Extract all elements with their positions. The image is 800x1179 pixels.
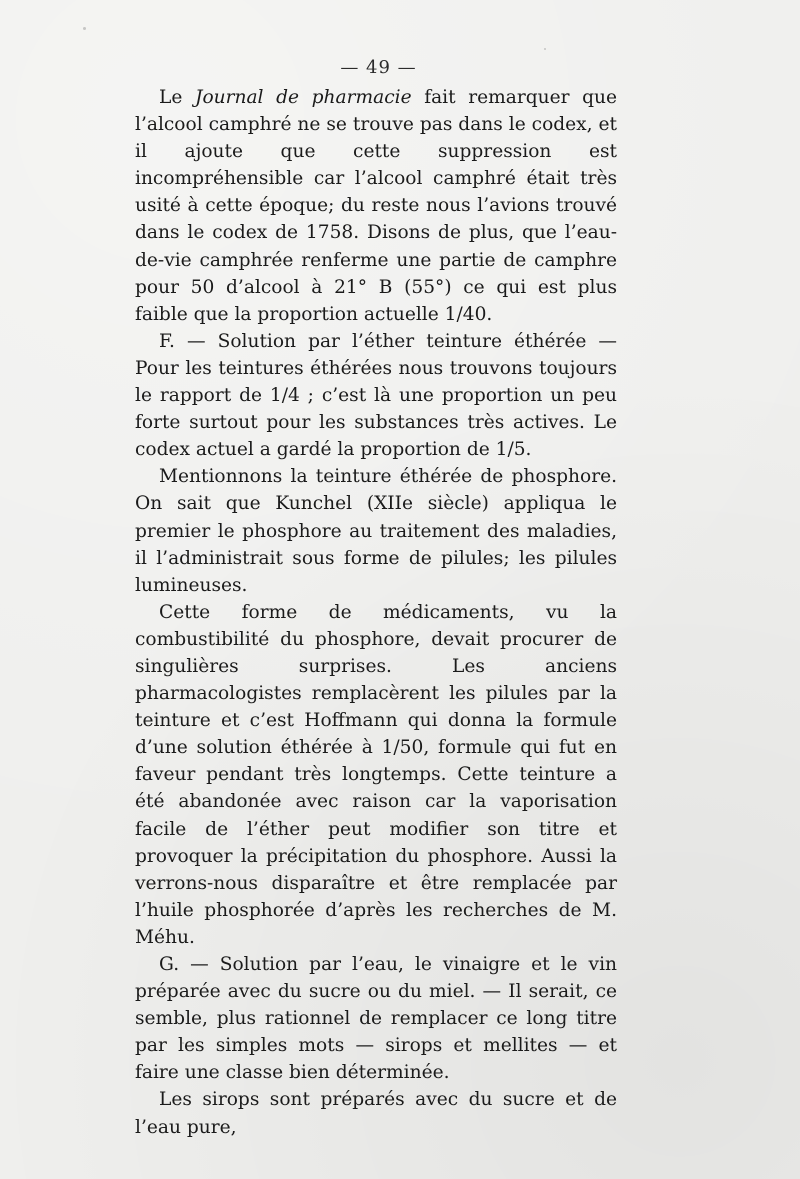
paper-speck	[611, 1099, 613, 1101]
paragraph-teinture-phosphore: Mentionnons la teinture éthérée de phosphore. On sait que Kunchel (XIIe siècle) appliqua le premier le phosphore au traitement des maladies, il l’administrait sous forme de pilules; les pilules lumineuses.	[135, 466, 617, 596]
paragraph-lead: Le	[159, 87, 195, 108]
paper-speck	[182, 1042, 184, 1044]
paragraph-sirops: Les sirops sont préparés avec du sucre et de l’eau pure,	[135, 1089, 617, 1138]
journal-title: Journal de pharmacie	[194, 87, 412, 108]
paragraph-rest: fait remarquer que l’alcool camphré ne se trouve pas dans le codex, et il ajoute que cette suppression est incompréhensible car l’alcool camphré était très usité à cette époque; du reste nous l’avions trouvé dans le codex de 1758. Disons de plus, que l’eau-de-vie camphrée renferme une partie de camphre pour 50 d’alcool à 21° B (55°) ce qui est plus faible que la proportion actuelle 1/40.	[135, 87, 617, 325]
paragraph-journal-de-pharmacie	[135, 84, 617, 328]
page-number: — 49 —	[340, 57, 417, 78]
paper-speck	[83, 27, 86, 30]
body-text	[135, 84, 617, 1141]
paragraph-section-f: F. — Solution par l’éther teinture éthérée — Pour les teintures éthérées nous trouvons toujours le rapport de 1/4 ; c’est là une proportion un peu forte surtout pour les substances très actives. Le codex actuel a gardé la proportion de 1/5.	[135, 330, 617, 461]
paragraph-forme-medicaments: Cette forme de médicaments, vu la combustibilité du phosphore, devait procurer de singulières surprises. Les anciens pharmacologistes remplacèrent les pilules par la teinture et c’est Hoffmann qui donna la formule d’une solution éthérée à 1/50, formule qui fut en faveur pendant très longtemps. Cette teinture a été abandonée avec raison car la vaporisation facile de l’éther peut modifier son titre et provoquer la précipitation du phosphore. Aussi la verrons-nous disparaître et être remplacée par l’huile phosphorée d’après les recherches de M. Méhu.	[135, 601, 617, 948]
paragraph-section-g: G. — Solution par l’eau, le vinaigre et le vin préparée avec du sucre ou du miel. — Il serait, ce semble, plus rationnel de remplacer ce long titre par les simples mots — sirops et mellites — et faire une classe bien déterminée.	[135, 954, 617, 1084]
paper-speck	[544, 48, 546, 50]
